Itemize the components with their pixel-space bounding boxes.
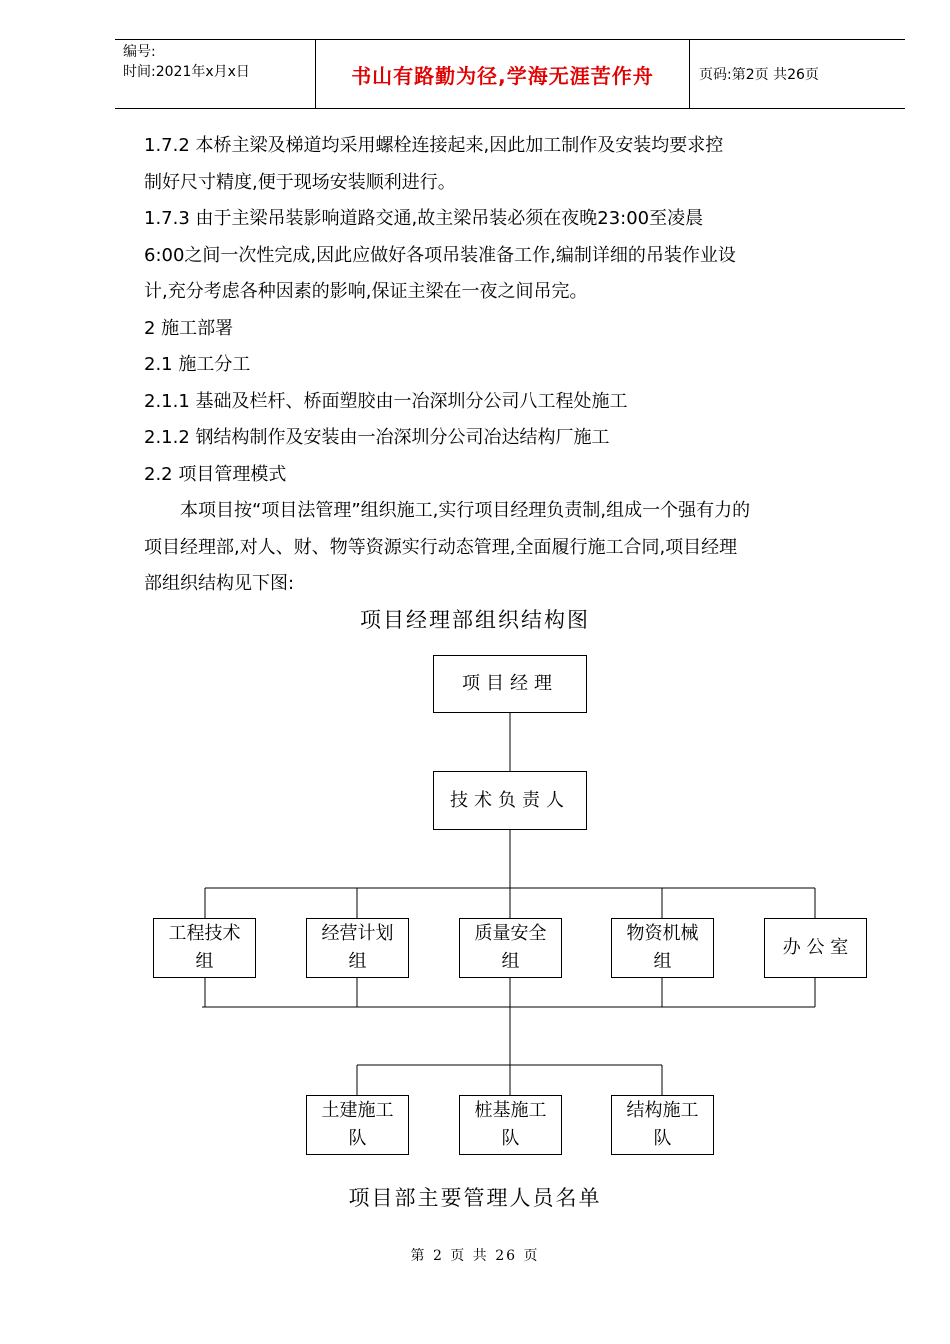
paragraph-line: 部组织结构见下图: <box>144 573 295 594</box>
org-node-label: 经营计划 <box>321 923 394 944</box>
paragraph-line: 本项目按“项目法管理”组织施工,实行项目经理负责制,组成一个强有力的 <box>180 500 751 521</box>
org-node-team <box>459 1095 562 1155</box>
org-node-group <box>153 918 256 978</box>
section-title: 项目部主要管理人员名单 <box>348 1186 602 1210</box>
org-node-label: 组 <box>653 951 672 972</box>
org-node-group <box>611 918 714 978</box>
org-node-label: 物资机械 <box>626 923 699 944</box>
org-node-team <box>306 1095 409 1155</box>
doc-number-label: 编号: <box>123 44 156 60</box>
paragraph-line: 1.7.3 由于主梁吊装影响道路交通,故主梁吊装必须在夜晚23:00至凌晨 <box>144 208 704 229</box>
org-node-label: 组 <box>501 951 520 972</box>
org-node-team <box>611 1095 714 1155</box>
org-node-label: 办 公 室 <box>782 937 849 958</box>
paragraph-line: 6:00之间一次性完成,因此应做好各项吊装准备工作,编制详细的吊装作业设 <box>144 244 736 266</box>
org-node-project-manager <box>433 655 587 713</box>
org-node-label: 队 <box>348 1128 367 1149</box>
org-node-label: 组 <box>195 951 214 972</box>
section-heading: 2.1 施工分工 <box>144 354 251 375</box>
org-node-label: 质量安全 <box>474 923 547 944</box>
org-node-group <box>306 918 409 978</box>
doc-time-label: 时间:2021年x月x日 <box>123 64 250 80</box>
org-node-label: 队 <box>653 1128 672 1149</box>
org-node-label: 队 <box>501 1128 520 1149</box>
org-node-office <box>764 918 867 978</box>
org-node-label: 工程技术 <box>168 923 241 944</box>
header-page-label: 页码:第2页 共26页 <box>699 67 819 83</box>
paragraph-line: 1.7.2 本桥主梁及梯道均采用螺栓连接起来,因此加工制作及安装均要求控 <box>144 135 724 156</box>
org-node-label: 桩基施工 <box>474 1100 547 1121</box>
org-node-label: 结构施工 <box>626 1100 699 1121</box>
paragraph-line: 计,充分考虑各种因素的影响,保证主梁在一夜之间吊完。 <box>144 281 588 302</box>
org-node-label: 项目经理 <box>462 673 558 694</box>
org-node-label: 土建施工 <box>321 1100 394 1121</box>
paragraph-line: 制好尺寸精度,便于现场安装顺利进行。 <box>144 171 456 193</box>
org-chart-title: 项目经理部组织结构图 <box>360 608 590 632</box>
org-node-label: 技术负责人 <box>450 789 570 811</box>
header-motto: 书山有路勤为径,学海无涯苦作舟 <box>315 40 690 108</box>
paragraph-line: 2.1.1 基础及栏杆、桥面塑胶由一冶深圳分公司八工程处施工 <box>144 390 628 412</box>
org-node-group <box>459 918 562 978</box>
org-node-technical-lead <box>433 771 587 830</box>
section-heading: 2.2 项目管理模式 <box>144 463 287 485</box>
paragraph-line: 项目经理部,对人、财、物等资源实行动态管理,全面履行施工合同,项目经理 <box>144 536 738 558</box>
org-node-label: 组 <box>348 951 367 972</box>
paragraph-line: 2.1.2 钢结构制作及安装由一冶深圳分公司冶达结构厂施工 <box>144 427 610 448</box>
section-heading: 2 施工部署 <box>144 317 234 339</box>
page-footer: 第 2 页 共 26 页 <box>410 1248 540 1264</box>
